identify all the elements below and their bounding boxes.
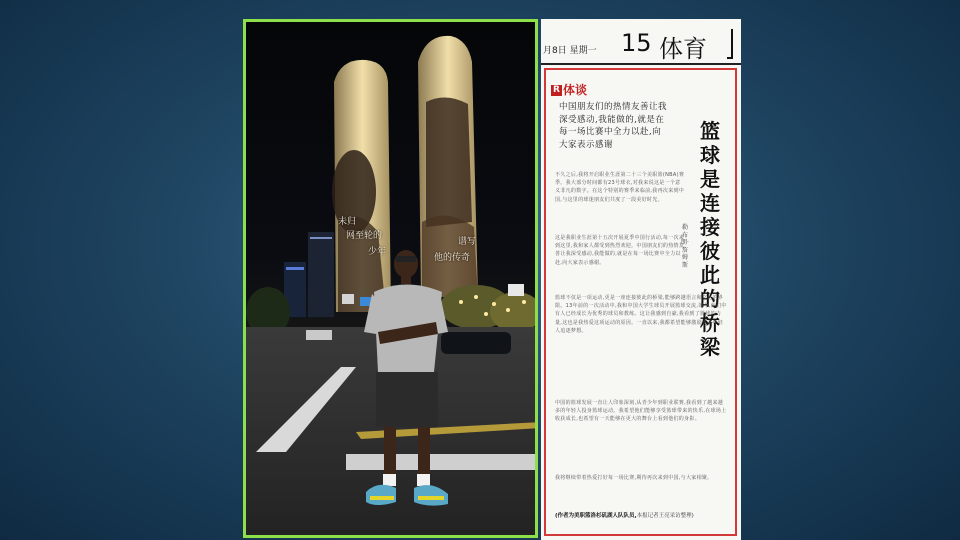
building bbox=[308, 232, 334, 317]
column-badge-icon: R bbox=[551, 85, 562, 96]
projection-text: 未归 bbox=[338, 217, 357, 227]
projection-text: 谱写 bbox=[458, 237, 477, 247]
page-number: 15 bbox=[621, 29, 652, 57]
street-sign bbox=[342, 294, 354, 304]
column-name: 体谈 bbox=[563, 83, 588, 97]
masthead-bracket bbox=[727, 29, 733, 59]
projection-text: 网至轮的 bbox=[346, 231, 383, 241]
credit-rest: 本报记者王亮采访整理) bbox=[636, 513, 694, 519]
author-credit bbox=[555, 512, 727, 520]
projection-text: 他的传奇 bbox=[434, 253, 471, 263]
parked-car bbox=[306, 330, 332, 340]
headline: 篮球是连接彼此的桥梁 bbox=[700, 119, 720, 359]
left-tower bbox=[332, 60, 391, 312]
promo-photo bbox=[243, 19, 538, 538]
article-paragraph: 篮球不仅是一项运动,更是一座连接彼此的桥梁,能够跨越语言和文化的界限。13年前的一次活动中,我和中国大学生球员开展篮球交流,如今,他们中有人已经成长为优秀的球员和教练。这让我感到自豪,我看到了篮球的力量,这也是我热爱这项运动的原因。一直以来,我都希望能够激励更多年轻人追逐梦想。 bbox=[555, 295, 727, 334]
credit-bold: (作者为美职篮洛杉矶湖人队队员, bbox=[555, 513, 637, 519]
byline: 勒布朗·詹姆斯 bbox=[681, 224, 689, 269]
article-paragraph: 这是我职业生涯第十五次开展夏季中国行活动,每一次来到这里,我和家人都受到热烈欢迎。中国朋友们的热情友善让我深受感动,我能做的,就是在每一场比赛中全力以赴,向大家表示感谢。 bbox=[555, 235, 685, 266]
crosswalk-line bbox=[346, 454, 538, 470]
section-title: 体育 bbox=[659, 35, 707, 63]
article-paragraph: 我将继续带着热爱打好每一场比赛,期待再次来到中国,与大家相聚。 bbox=[555, 475, 713, 481]
newspaper-page bbox=[541, 19, 741, 540]
projection-text: 少年 bbox=[368, 247, 387, 257]
article-paragraph: 不久之后,我将开启职业生涯第二十三个美职篮(NBA)赛季。我大部分时间都有23号球衣,对我来说这是一个意义非凡的数字。在这个特别的赛季来临前,我再次来到中国,与这里的球迷朋友们共度了一段美好时光。 bbox=[555, 172, 685, 203]
night-street-scene bbox=[246, 22, 538, 538]
street-sign bbox=[508, 284, 524, 296]
pull-quote: 中国朋友们的热情友善让我深受感动,我能做的,就是在每一场比赛中全力以赴,向大家表示感谢 bbox=[559, 102, 668, 150]
column-label bbox=[551, 81, 587, 98]
issue-date: 月8日 星期一 bbox=[543, 46, 597, 56]
article-paragraph: 中国的篮球发展一直让人印象深刻,从青少年到职业联赛,我看到了越来越多的年轻人投身篮球运动。我希望他们能够享受篮球带来的快乐,在球场上收获成长,也希望有一天能够在更大的舞台上看到他们的身影。 bbox=[555, 400, 727, 423]
masthead bbox=[541, 19, 741, 65]
parked-car bbox=[441, 332, 511, 354]
